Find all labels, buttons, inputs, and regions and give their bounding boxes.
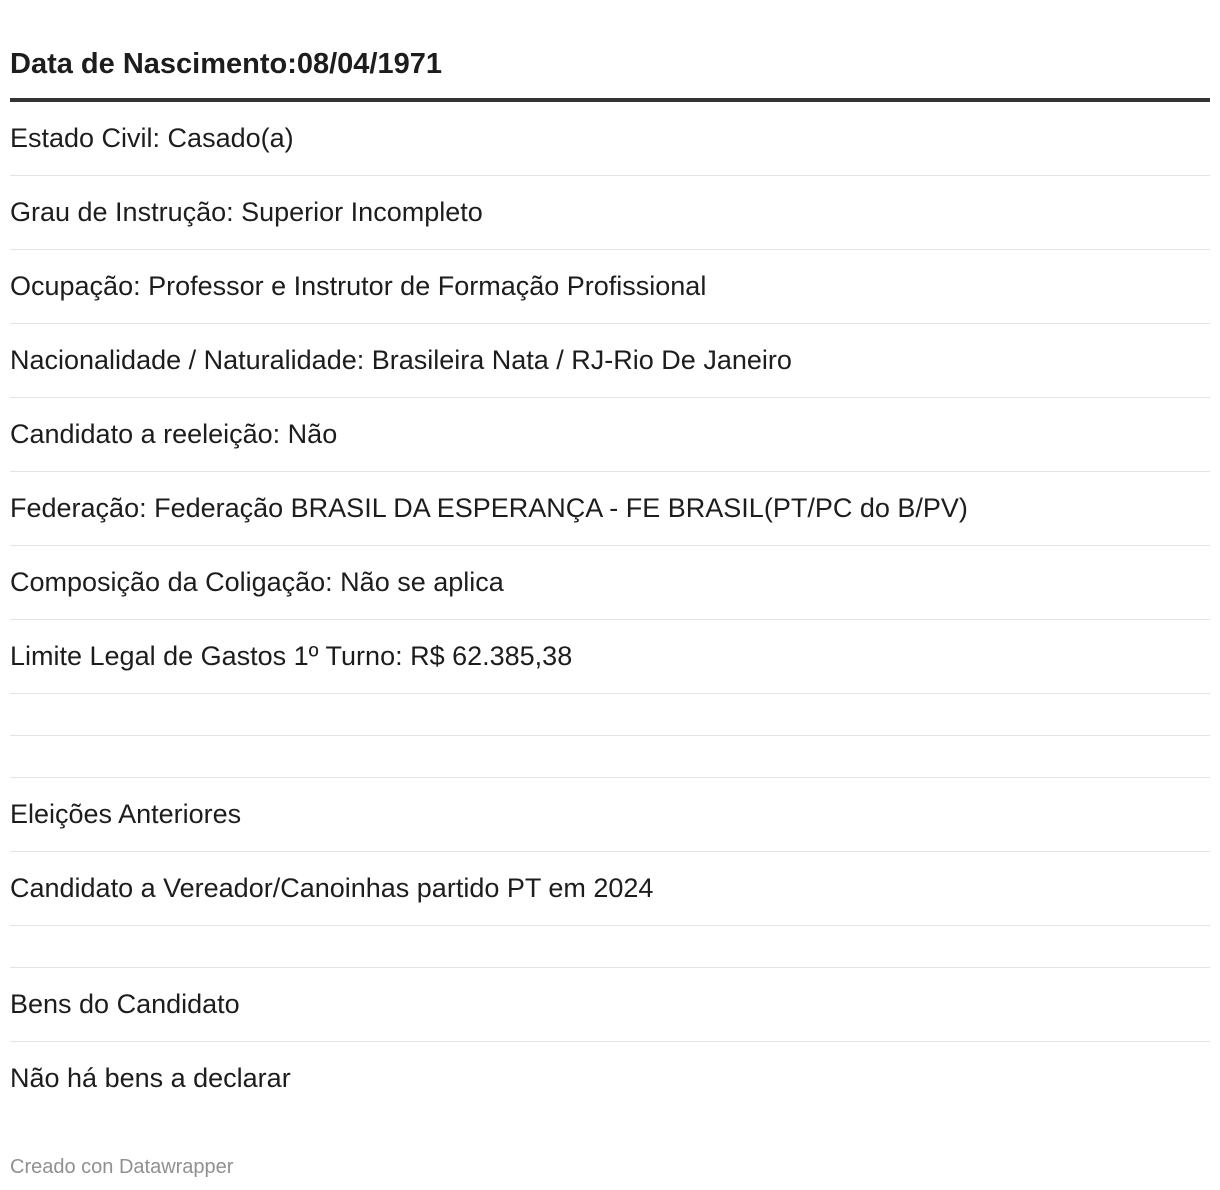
- table-row: [10, 546, 1210, 620]
- table-row: [10, 1042, 1210, 1116]
- row-nacionalidade: Nacionalidade / Naturalidade: Brasileira Nata / RJ-Rio De Janeiro: [10, 345, 792, 375]
- table-row: [10, 852, 1210, 926]
- row-federacao: Federação: Federação BRASIL DA ESPERANÇA - FE BRASIL(PT/PC do B/PV): [10, 493, 968, 523]
- header-title: Data de Nascimento:08/04/1971: [10, 48, 442, 80]
- table-row: [10, 620, 1210, 694]
- row-reeleicao: Candidato a reeleição: Não: [10, 419, 338, 449]
- row-candidatura-2024: Candidato a Vereador/Canoinhas partido PT em 2024: [10, 873, 654, 903]
- row-grau-instrucao: Grau de Instrução: Superior Incompleto: [10, 197, 483, 227]
- table-row: [10, 176, 1210, 250]
- row-eleicoes-anteriores: Eleições Anteriores: [10, 799, 242, 829]
- table-row: [10, 324, 1210, 398]
- table-row: [10, 102, 1210, 176]
- row-estado-civil: Estado Civil: Casado(a): [10, 123, 294, 153]
- table-row-empty: [10, 694, 1210, 736]
- row-limite-gastos: Limite Legal de Gastos 1º Turno: R$ 62.385,38: [10, 641, 573, 671]
- table-row: [10, 472, 1210, 546]
- table-row: [10, 778, 1210, 852]
- table-row: [10, 250, 1210, 324]
- table-row: [10, 968, 1210, 1042]
- row-bens-valor: Não há bens a declarar: [10, 1063, 291, 1093]
- table-row-empty: [10, 736, 1210, 778]
- row-coligacao: Composição da Coligação: Não se aplica: [10, 567, 504, 597]
- row-ocupacao: Ocupação: Professor e Instrutor de Formação Profissional: [10, 271, 707, 301]
- datawrapper-credit: Creado con Datawrapper: [10, 1156, 234, 1178]
- table-row: [10, 398, 1210, 472]
- row-bens-titulo: Bens do Candidato: [10, 989, 240, 1019]
- table-row-empty: [10, 926, 1210, 968]
- data-table: [10, 0, 1210, 1116]
- table-header: [10, 0, 1210, 102]
